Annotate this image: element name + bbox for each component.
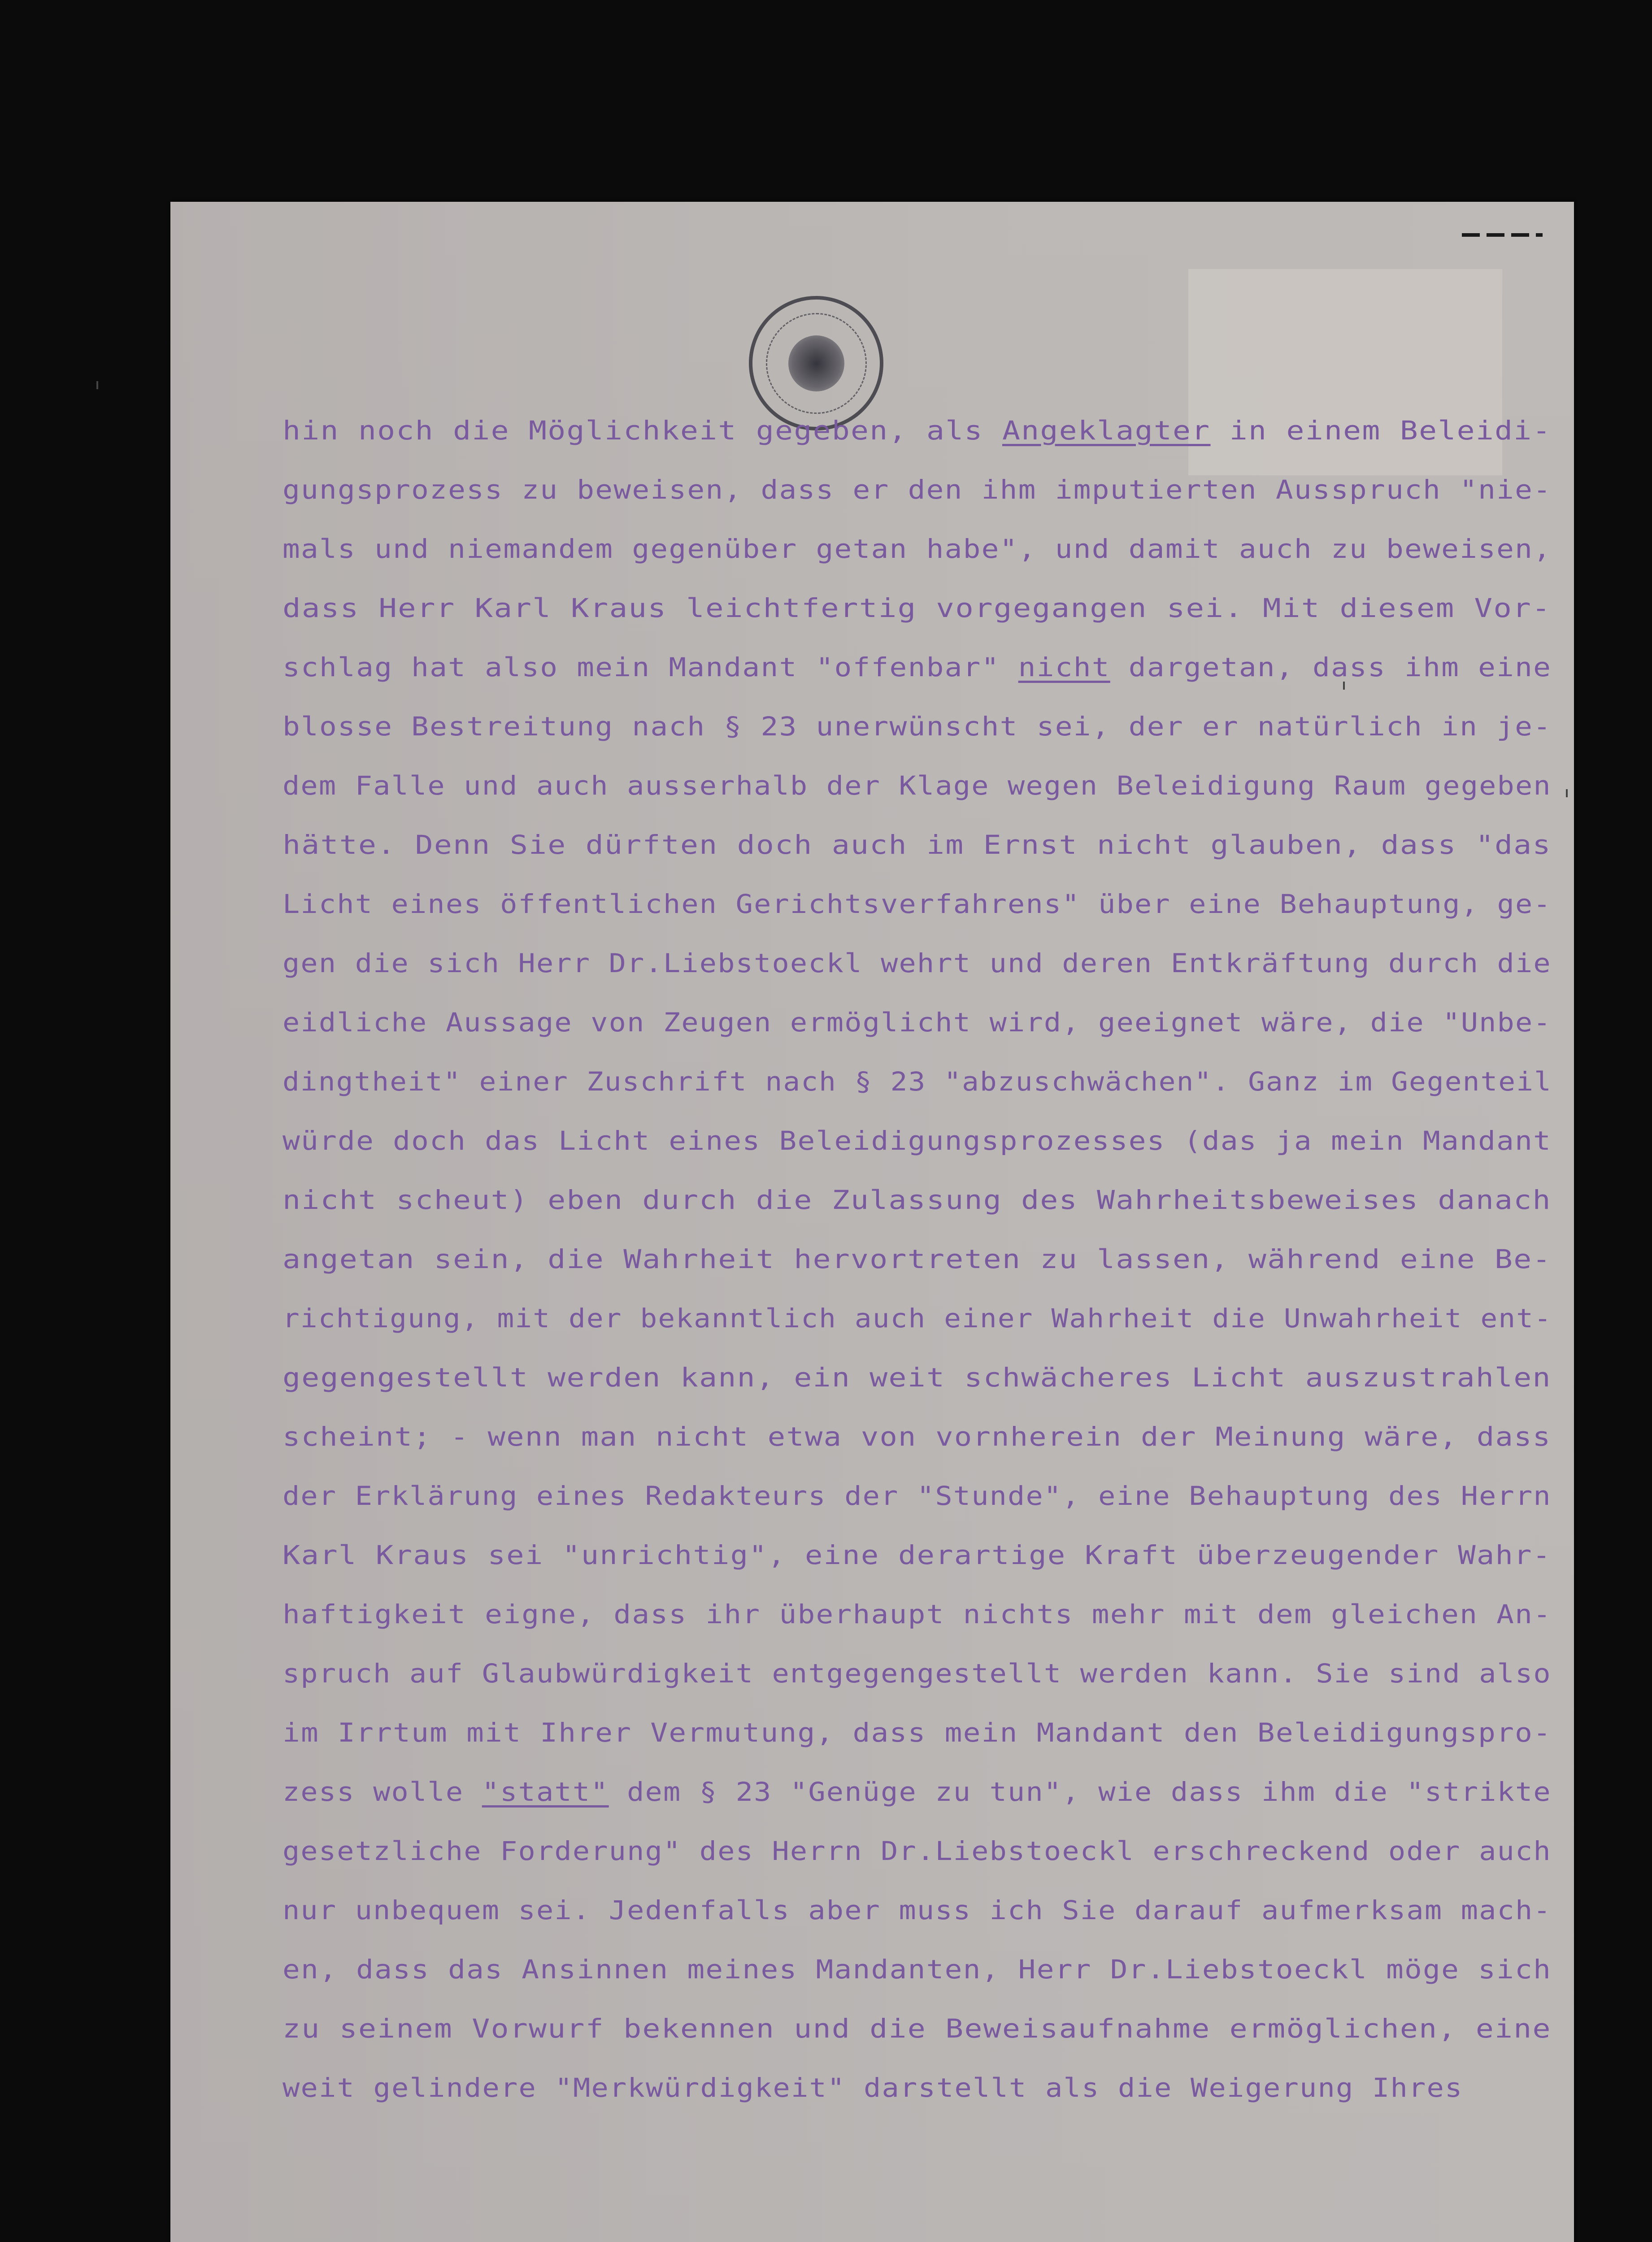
stamp-emblem-icon bbox=[788, 335, 844, 391]
text-line bbox=[283, 831, 1552, 858]
text-segment: der Erklärung eines Redakteurs der "Stunde", eine Behauptung des Herrn bbox=[283, 1481, 1552, 1511]
text-segment: zu seinem Vorwurf bekennen und die Beweisaufnahme ermöglichen, eine bbox=[283, 2013, 1552, 2044]
text-line bbox=[283, 1009, 1552, 1036]
text-line bbox=[283, 1778, 1552, 1805]
text-segment: dargetan, dass ihm eine bbox=[1110, 652, 1552, 682]
margin-tick bbox=[96, 381, 98, 389]
text-line bbox=[283, 1719, 1552, 1746]
text-segment: schlag hat also mein Mandant "offenbar" bbox=[283, 652, 1018, 682]
text-line bbox=[283, 1660, 1552, 1687]
text-segment: nur unbequem sei. Jedenfalls aber muss ich Sie darauf aufmerksam mach- bbox=[283, 1895, 1552, 1925]
text-segment: dem Falle und auch ausserhalb der Klage wegen Beleidigung Raum gegeben bbox=[283, 770, 1552, 801]
text-line bbox=[283, 1246, 1552, 1273]
text-line bbox=[283, 595, 1551, 621]
text-line bbox=[283, 1364, 1552, 1391]
text-segment: in einem Beleidi- bbox=[1210, 415, 1552, 446]
text-segment: scheint; - wenn man nicht etwa von vornherein der Meinung wäre, dass bbox=[283, 1421, 1552, 1452]
text-line bbox=[283, 950, 1552, 977]
archive-stamp bbox=[749, 296, 883, 430]
text-segment: blosse Bestreitung nach § 23 unerwünscht sei, der er natürlich in je- bbox=[283, 711, 1552, 742]
text-segment: im Irrtum mit Ihrer Vermutung, dass mein Mandant den Beleidigungspro- bbox=[283, 1717, 1552, 1748]
text-line bbox=[283, 1068, 1552, 1095]
text-line bbox=[283, 476, 1552, 503]
text-segment: eidliche Aussage von Zeugen ermöglicht wird, geeignet wäre, die "Unbe- bbox=[283, 1007, 1552, 1038]
text-line bbox=[283, 535, 1552, 562]
text-line bbox=[283, 1127, 1552, 1154]
text-segment: gegengestellt werden kann, ein weit schwächeres Licht auszustrahlen bbox=[283, 1362, 1552, 1393]
text-line bbox=[283, 1601, 1552, 1628]
text-segment: gungsprozess zu beweisen, dass er den ihm imputierten Ausspruch "nie- bbox=[283, 474, 1552, 505]
text-line bbox=[283, 2015, 1552, 2042]
text-segment: spruch auf Glaubwürdigkeit entgegengestellt werden kann. Sie sind also bbox=[283, 1658, 1552, 1689]
text-line bbox=[283, 713, 1552, 740]
text-segment: hin noch die Möglichkeit gegeben, als bbox=[283, 415, 1002, 446]
document-page bbox=[170, 202, 1574, 2242]
text-segment: weit gelindere "Merkwürdigkeit" darstellt als die Weigerung Ihres bbox=[283, 2073, 1463, 2103]
text-line bbox=[283, 772, 1552, 799]
text-segment: nicht scheut) eben durch die Zulassung des Wahrheitsbeweises danach bbox=[283, 1185, 1552, 1215]
underlined-word: nicht bbox=[1018, 652, 1110, 682]
text-segment: dass Herr Karl Kraus leichtfertig vorgegangen sei. Mit diesem Vor- bbox=[283, 593, 1551, 623]
text-segment: Karl Kraus sei "unrichtig", eine derartige Kraft überzeugender Wahr- bbox=[283, 1540, 1552, 1570]
text-segment: hätte. Denn Sie dürften doch auch im Ernst nicht glauben, dass "das bbox=[283, 830, 1552, 860]
text-line bbox=[283, 1305, 1552, 1332]
text-line bbox=[283, 1838, 1552, 1864]
text-segment: zess wolle bbox=[283, 1777, 482, 1807]
text-line bbox=[283, 1482, 1552, 1509]
corner-mark bbox=[1462, 233, 1543, 237]
text-line bbox=[283, 891, 1552, 917]
text-segment: gesetzliche Forderung" des Herrn Dr.Liebstoeckl erschreckend oder auch bbox=[283, 1836, 1552, 1866]
text-line bbox=[283, 1423, 1551, 1450]
text-line bbox=[283, 1186, 1552, 1213]
text-line bbox=[283, 417, 1552, 444]
text-segment: würde doch das Licht eines Beleidigungsprozesses (das ja mein Mandant bbox=[283, 1125, 1552, 1156]
text-segment: Licht eines öffentlichen Gerichtsverfahrens" über eine Behauptung, ge- bbox=[283, 889, 1552, 919]
underlined-word: Angeklagter bbox=[1002, 415, 1211, 446]
margin-tick bbox=[1566, 789, 1568, 797]
text-segment: haftigkeit eigne, dass ihr überhaupt nichts mehr mit dem gleichen An- bbox=[283, 1599, 1552, 1629]
text-segment: dingtheit" einer Zuschrift nach § 23 "abzuschwächen". Ganz im Gegenteil bbox=[283, 1066, 1552, 1097]
text-line bbox=[283, 654, 1552, 681]
margin-tick bbox=[1343, 682, 1345, 690]
text-line bbox=[283, 1542, 1551, 1569]
underlined-word: "statt" bbox=[482, 1777, 609, 1807]
text-segment: gen die sich Herr Dr.Liebstoeckl wehrt und deren Entkräftung durch die bbox=[283, 948, 1552, 978]
text-segment: richtigung, mit der bekanntlich auch einer Wahrheit die Unwahrheit ent- bbox=[283, 1303, 1552, 1334]
text-segment: angetan sein, die Wahrheit hervortreten zu lassen, während eine Be- bbox=[283, 1244, 1552, 1274]
text-segment: dem § 23 "Genüge zu tun", wie dass ihm die "strikte bbox=[609, 1777, 1552, 1807]
text-segment: en, dass das Ansinnen meines Mandanten, Herr Dr.Liebstoeckl möge sich bbox=[283, 1954, 1552, 1985]
text-line bbox=[283, 1956, 1552, 1983]
text-segment: mals und niemandem gegenüber getan habe", und damit auch zu beweisen, bbox=[283, 534, 1552, 564]
text-line bbox=[283, 1897, 1552, 1924]
text-line bbox=[283, 2074, 1463, 2101]
